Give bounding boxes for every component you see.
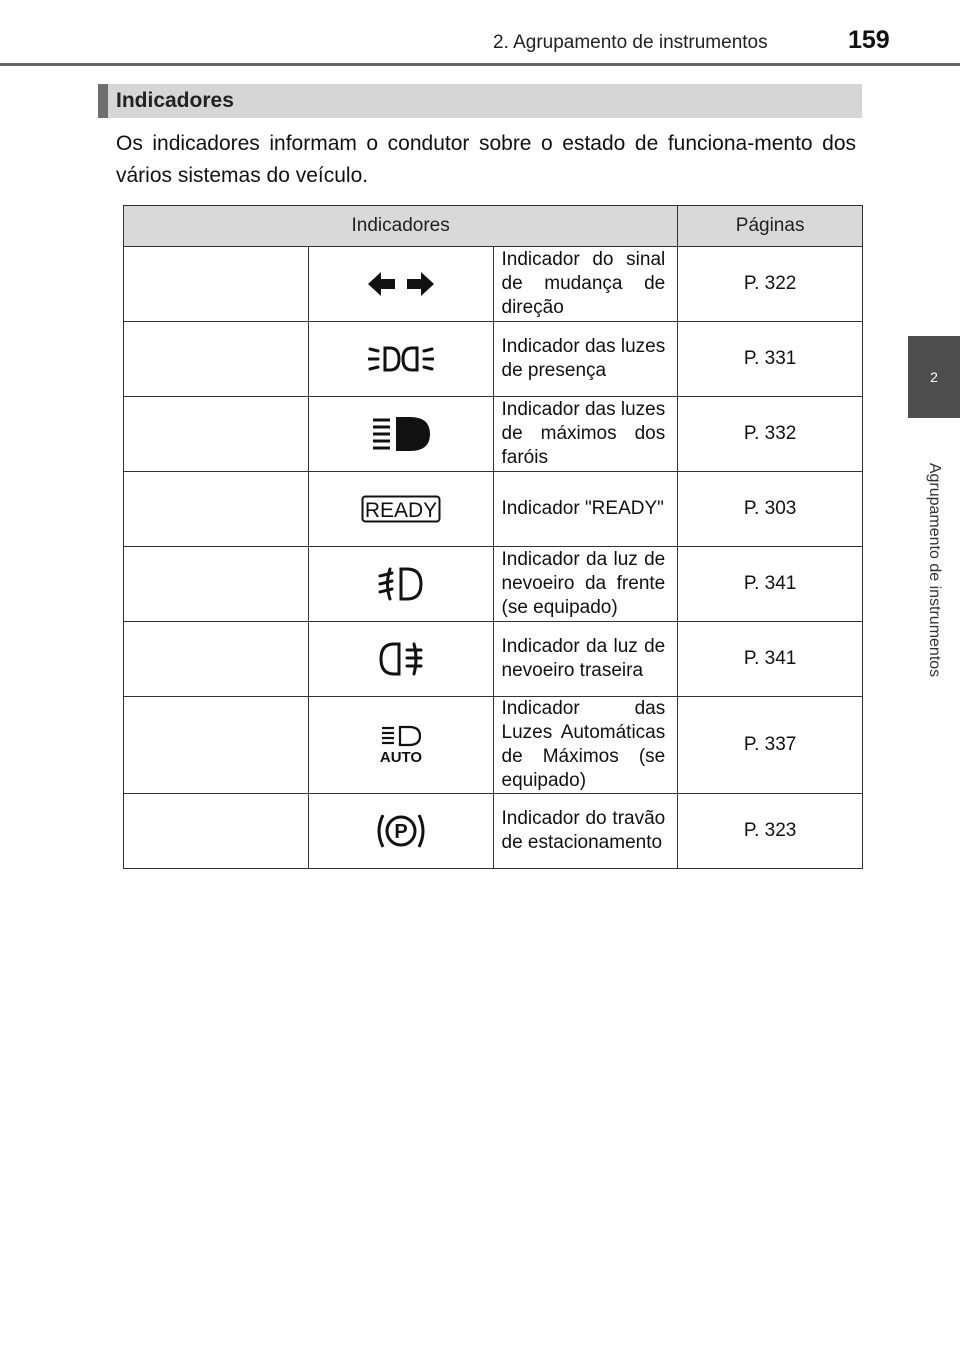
rear-fog-light-icon [377,640,425,678]
blank-cell [124,622,309,697]
page-reference: P. 322 [678,247,863,322]
table-row [124,322,863,397]
blank-cell [124,472,309,547]
blank-cell [124,697,309,794]
page-reference: P. 341 [678,622,863,697]
chapter-number: 2 [930,369,938,385]
page-reference: P. 332 [678,397,863,472]
table-row [124,622,863,697]
icon-cell [308,794,493,869]
icon-cell [308,397,493,472]
blank-cell [124,794,309,869]
section-heading-bar [98,84,862,118]
section-title: Indicadores [116,89,234,112]
blank-cell [124,547,309,622]
blank-cell [124,247,309,322]
blank-cell [124,322,309,397]
position-lights-icon [368,342,434,376]
parking-icon-text: P [393,821,408,843]
icon-cell [308,622,493,697]
indicator-label: Indicador "READY" [493,472,678,547]
running-header: 2. Agrupamento de instrumentos [493,32,768,53]
icon-cell [308,697,493,794]
chapter-label: Agrupamento de instrumentos [926,462,943,678]
auto-high-beam-icon [376,725,426,765]
indicator-label: Indicador da luz de nevoeiro da frente (se equipado) [493,547,678,622]
intro-paragraph: Os indicadores informam o condutor sobre o estado de funciona-mento dos vários sistemas do veículo. [116,132,856,187]
indicator-label: Indicador das luzes de presença [493,322,678,397]
header-indicators: Indicadores [124,206,678,247]
turn-signal-arrows-icon [368,270,434,298]
table-row [124,397,863,472]
front-fog-light-icon [377,565,425,603]
icon-cell [308,547,493,622]
ready-icon-text: READY [364,499,437,522]
table-row [124,547,863,622]
indicator-label: Indicador das luzes de máximos dos faróis [493,397,678,472]
icon-cell [308,472,493,547]
chapter-tab [908,336,960,418]
table-row [124,794,863,869]
ready-icon [361,495,441,523]
table-row [124,472,863,547]
indicators-table [123,205,863,869]
indicator-label: Indicador das Luzes Automáticas de Máximos (se equipado) [493,697,678,794]
page-reference: P. 341 [678,547,863,622]
page-reference: P. 331 [678,322,863,397]
indicator-label: Indicador da luz de nevoeiro traseira [493,622,678,697]
icon-cell [308,322,493,397]
table-header-row [124,206,863,247]
indicator-label: Indicador do sinal de mudança de direção [493,247,678,322]
header-pages: Páginas [678,206,863,247]
auto-icon-text: AUTO [379,749,422,765]
parking-brake-icon [373,810,429,852]
table-row [124,697,863,794]
high-beam-icon [370,414,432,454]
page-number: 159 [848,26,890,54]
header-rule [0,63,960,66]
table-row [124,247,863,322]
page-reference: P. 337 [678,697,863,794]
blank-cell [124,397,309,472]
icon-cell [308,247,493,322]
page-reference: P. 303 [678,472,863,547]
indicator-label: Indicador do travão de estacionamento [493,794,678,869]
page-reference: P. 323 [678,794,863,869]
